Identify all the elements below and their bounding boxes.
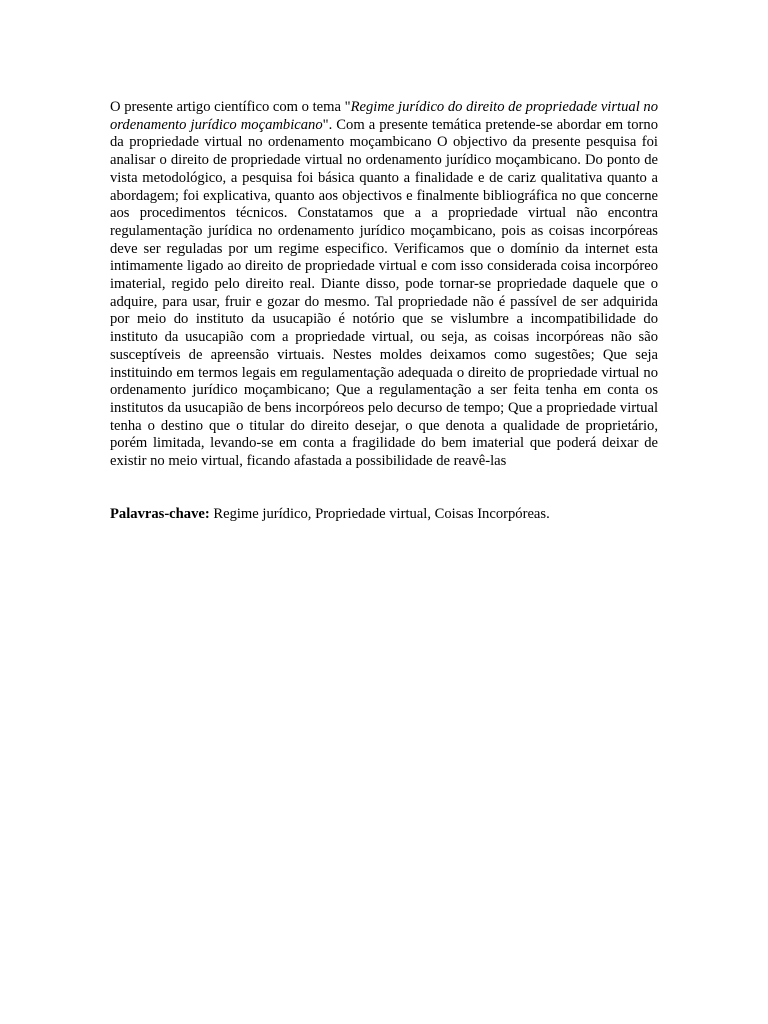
keywords-label: Palavras-chave: bbox=[110, 505, 210, 522]
keywords-line bbox=[110, 506, 658, 524]
document-page bbox=[110, 99, 658, 523]
abstract-intro: O presente artigo científico com o tema " bbox=[110, 99, 351, 115]
keywords-value: Regime jurídico, Propriedade virtual, Coisas Incorpóreas. bbox=[209, 505, 550, 522]
article-title: Regime jurídico do direito de propriedade virtual no ordenamento jurídico moçambicano bbox=[110, 99, 658, 133]
abstract-paragraph bbox=[110, 99, 658, 471]
abstract-body: ". Com a presente temática pretende-se abordar em torno da propriedade virtual no ordenamento moçambicano O objectivo da presente pesquisa foi analisar o direito de propriedade virtual no ordenamento jurídico moçambicano. Do ponto de vista metodológico, a pesquisa foi básica quanto a finalidade e de cariz qualitativa quanto a abordagem; foi explicativa, quanto aos objectivos e finalmente bibliográfica no que concerne aos procedimentos técnicos. Constatamos que a a propriedade virtual não encontra regulamentação jurídica no ordenamento jurídico moçambicano, pois as coisas incorpóreas deve ser reguladas por um regime especifico. Verificamos que o domínio da internet esta intimamente ligado ao direito de propriedade virtual e com isso considerada coisa incorpóreo imaterial, regido pelo direito real. Diante disso, pode tornar-se propriedade daquele que o adquire, para usar, fruir e gozar do mesmo. Tal propriedade não é passível de ser adquirida por meio do instituto da usucapião é notório que se vislumbre a incompatibilidade do instituto da usucapião com a propriedade virtual, ou seja, as coisas incorpóreas não são susceptíveis de apreensão virtuais. Nestes moldes deixamos como sugestões; Que seja instituindo em termos legais em regulamentação adequada o direito de propriedade virtual no ordenamento jurídico moçambicano; Que a regulamentação a ser feita tenha em conta os institutos da usucapião de bens incorpóreos pelo decurso de tempo; Que a propriedade virtual tenha o destino que o titular do direito desejar, o que denota a qualidade de proprietário, porém limitada, levando-se em conta a fragilidade do bem imaterial que poderá deixar de existir no meio virtual, ficando afastada a possibilidade de reavê-las bbox=[110, 116, 658, 470]
